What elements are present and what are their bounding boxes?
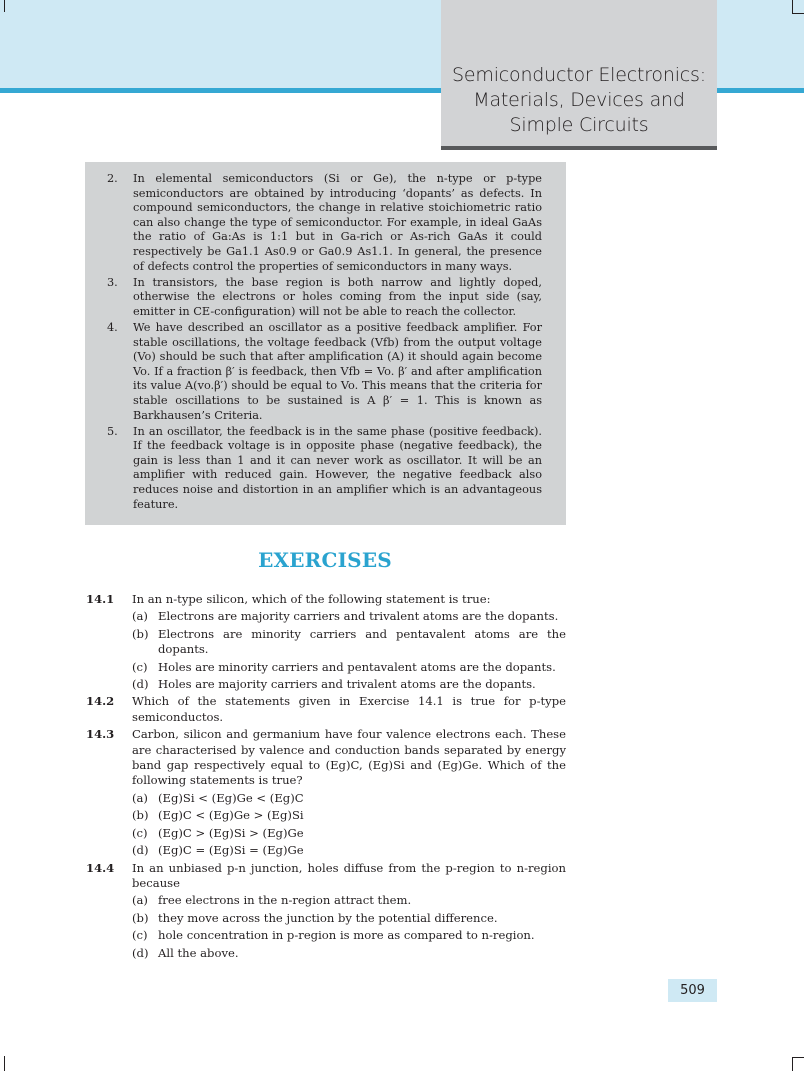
- option-text: Electrons are majority carriers and trivalent atoms are the dopants.: [158, 609, 559, 624]
- exercise-number: 14.2: [86, 694, 115, 709]
- exercise-option: [132, 808, 566, 823]
- option-text: free electrons in the n-region attract them.: [158, 893, 412, 908]
- option-text: All the above.: [158, 945, 239, 960]
- chapter-title-box: [441, 0, 717, 150]
- exercise-option: [132, 893, 566, 908]
- exercise-option: [132, 660, 566, 675]
- exercise-option: [132, 928, 566, 943]
- note-item: [107, 425, 542, 513]
- exercises-heading: EXERCISES: [258, 548, 392, 572]
- exercise-number: 14.4: [86, 860, 115, 875]
- crop-mark: [4, 1056, 5, 1071]
- points-to-ponder-box: [85, 162, 566, 525]
- exercise-question: Carbon, silicon and germanium have four valence electrons each. These are characterised by valence and conduction bands separated by energy band gap respectively equal to (Eg)C, (Eg)Si and (Eg)Ge. Which of the following statements is true?: [132, 727, 566, 788]
- exercise-question: In an unbiased p-n junction, holes diffuse from the p-region to n-region because: [132, 860, 566, 890]
- exercise-number: 14.1: [86, 592, 115, 606]
- option-text: (Eg)C < (Eg)Ge > (Eg)Si: [158, 808, 304, 823]
- option-text: Holes are majority carriers and trivalent atoms are the dopants.: [158, 677, 536, 692]
- exercise-option: [132, 627, 566, 658]
- option-label: (a): [132, 609, 148, 624]
- option-text: hole concentration in p-region is more as compared to n-region.: [158, 928, 535, 943]
- note-number: 5.: [107, 424, 118, 438]
- option-label: (d): [132, 843, 149, 858]
- crop-mark: [792, 1057, 804, 1058]
- exercise-option: [132, 791, 566, 806]
- note-text: We have described an oscillator as a positive feedback amplifier. For stable oscillations, the voltage feedback (Vfb) from the output voltage (Vo) should be such that after amplification (A) it should again become Vo. If a fraction β′ is feedback, then Vfb = Vo. β′ and after amplification its value A(vo.β′) should be equal to Vo. This means that the criteria for stable oscillations to be sustained is A β′ = 1. This is known as Barkhausen’s Criteria.: [133, 320, 542, 422]
- option-label: (b): [132, 808, 149, 823]
- note-number: 2.: [107, 172, 118, 185]
- note-text: In transistors, the base region is both narrow and lightly doped, otherwise the electrons or holes coming from the input side (say, emitter in CE-configuration) will not be able to reach the collector.: [133, 275, 542, 318]
- option-text: Holes are minority carriers and pentavalent atoms are the dopants.: [158, 659, 556, 674]
- exercise-number: 14.3: [86, 727, 115, 742]
- note-item: [107, 276, 542, 320]
- note-text: In elemental semiconductors (Si or Ge), the n-type or p-type semiconductors are obtained by introducing ‘dopants’ as defects. In compound semiconductors, the change in relative stoichiometric ratio can also change the type of semiconductor. For example, in ideal GaAs the ratio of Ga:As is 1:1 but in Ga-rich or As-rich GaAs it could respectively be Ga1.1 As0.9 or Ga0.9 As1.1. In general, the presence of defects control the properties of semiconductors in many ways.: [133, 172, 542, 273]
- option-text: (Eg)C > (Eg)Si > (Eg)Ge: [158, 825, 304, 840]
- chapter-title-line: Materials, Devices and: [473, 89, 685, 111]
- option-text: (Eg)Si < (Eg)Ge < (Eg)C: [158, 790, 304, 805]
- exercise-question: In an n-type silicon, which of the following statement is true:: [132, 592, 491, 606]
- option-label: (a): [132, 893, 148, 908]
- crop-mark: [792, 13, 804, 14]
- option-label: (d): [132, 945, 149, 960]
- exercise-item: [86, 694, 566, 725]
- option-label: (c): [132, 825, 148, 840]
- option-label: (c): [132, 928, 148, 943]
- option-label: (b): [132, 626, 149, 641]
- option-label: (c): [132, 659, 148, 674]
- page-number: 509: [668, 979, 717, 1002]
- exercise-option: [132, 843, 566, 858]
- exercise-question: Which of the statements given in Exercise 14.1 is true for p-type semiconductos.: [132, 694, 566, 724]
- note-number: 4.: [107, 320, 118, 334]
- exercise-option: [132, 946, 566, 961]
- exercises-list: [86, 592, 566, 963]
- note-item: [107, 172, 542, 274]
- note-item: [107, 321, 542, 423]
- crop-mark: [792, 1057, 793, 1071]
- exercise-option: [132, 609, 566, 624]
- option-text: (Eg)C = (Eg)Si = (Eg)Ge: [158, 843, 304, 858]
- option-text: Electrons are minority carriers and pentavalent atoms are the dopants.: [158, 626, 566, 657]
- note-text: In an oscillator, the feedback is in the same phase (positive feedback). If the feedback voltage is in opposite phase (negative feedback), the gain is less than 1 and it can never work as oscillator. It will be an amplifier with reduced gain. However, the negative feedback also reduces noise and distortion in an amplifier which is an advantageous feature.: [133, 424, 542, 511]
- option-label: (b): [132, 910, 149, 925]
- exercise-option: [132, 911, 566, 926]
- option-label: (a): [132, 790, 148, 805]
- exercise-item: [86, 861, 566, 961]
- exercise-option: [132, 677, 566, 692]
- exercise-item: [86, 727, 566, 858]
- option-text: they move across the junction by the potential difference.: [158, 910, 498, 925]
- note-number: 3.: [107, 275, 118, 289]
- exercise-option: [132, 826, 566, 841]
- crop-mark: [792, 0, 793, 14]
- chapter-title-line: Semiconductor Electronics:: [452, 64, 706, 86]
- chapter-title-line: Simple Circuits: [509, 114, 649, 136]
- exercise-item: [86, 592, 566, 692]
- crop-mark: [4, 0, 5, 12]
- option-label: (d): [132, 677, 149, 692]
